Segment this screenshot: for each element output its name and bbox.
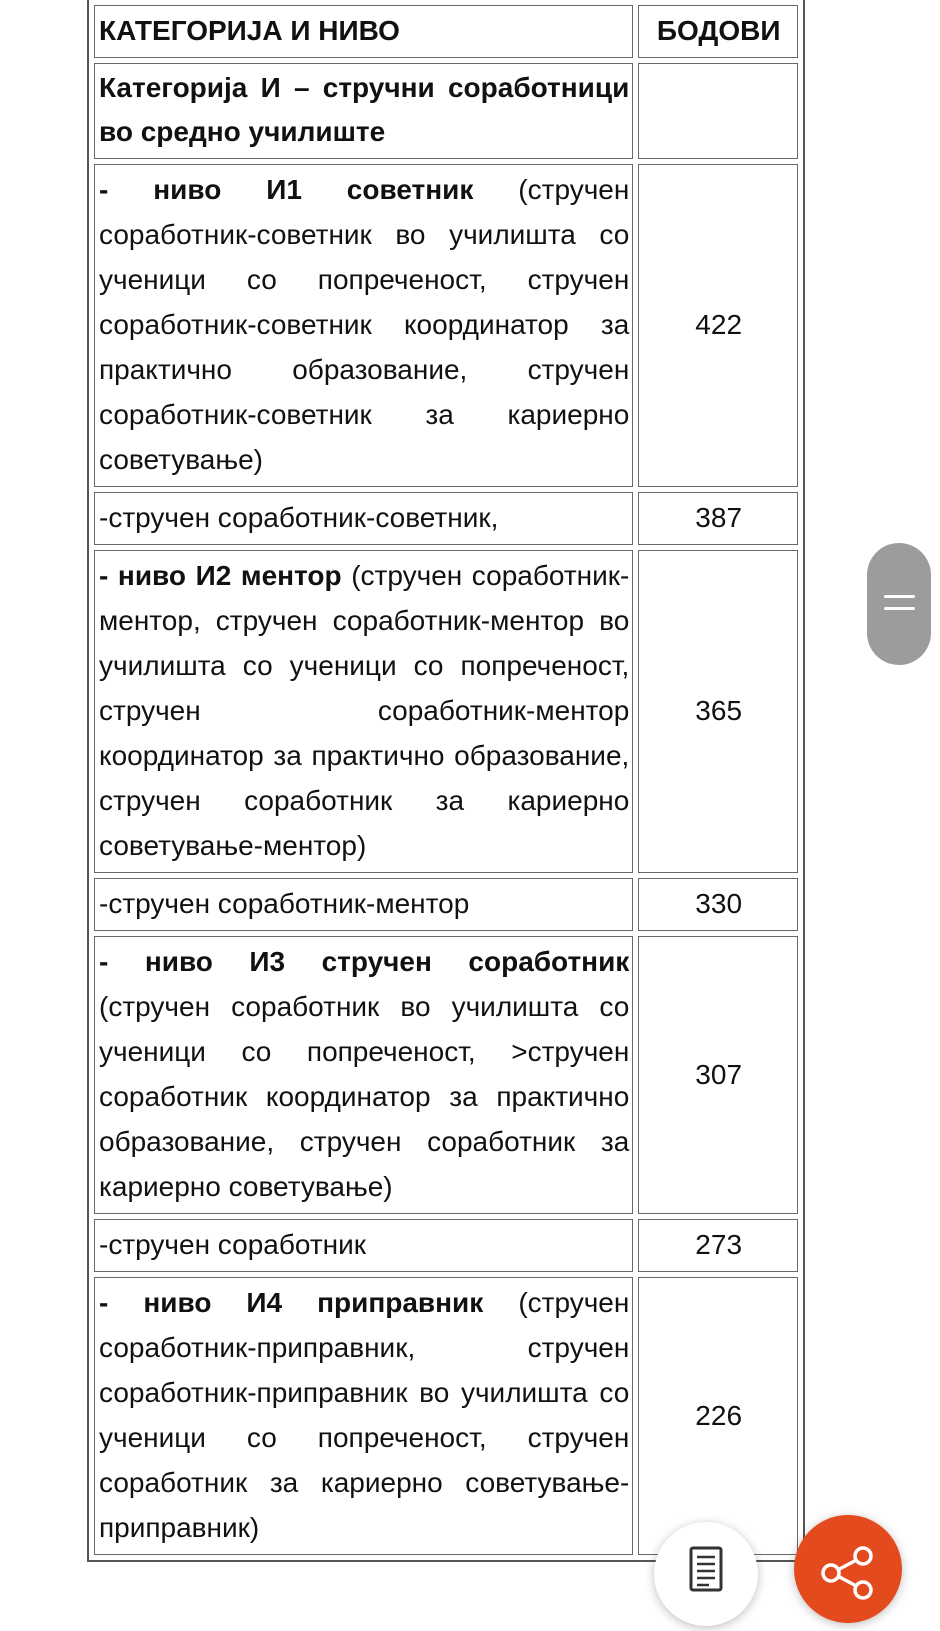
level-cell bbox=[94, 164, 633, 487]
level-cell bbox=[94, 550, 633, 873]
level-prefix: - bbox=[99, 1287, 109, 1318]
points-value: 226 bbox=[638, 1277, 798, 1555]
level-cell bbox=[94, 1277, 633, 1555]
points-table bbox=[87, 0, 805, 1562]
points-value: 273 bbox=[638, 1219, 798, 1272]
category-title: Категорија И – стручни соработници во средно училиште bbox=[94, 63, 633, 159]
points-value: 307 bbox=[638, 936, 798, 1214]
document-button[interactable] bbox=[654, 1522, 758, 1626]
table-row bbox=[94, 550, 798, 873]
level-description: (стручен соработник-приправник, стручен соработник-приправник во училишта со ученици со попреченост, стручен соработник за кариерно советување-приправник) bbox=[99, 1287, 630, 1543]
document-icon bbox=[654, 1522, 758, 1626]
role-cell: -стручен соработник-ментор bbox=[94, 878, 633, 931]
points-value: 365 bbox=[638, 550, 798, 873]
level-prefix: - bbox=[99, 560, 109, 591]
table-row bbox=[94, 878, 798, 931]
table-row bbox=[94, 164, 798, 487]
level-description: (стручен соработник-советник во училишта со ученици со попреченост, стручен соработник-советник координатор за практично образование, стручен соработник-советник за кариерно советување) bbox=[99, 174, 630, 475]
level-cell bbox=[94, 936, 633, 1214]
points-value: 387 bbox=[638, 492, 798, 545]
share-icon bbox=[794, 1515, 902, 1623]
level-prefix: - bbox=[99, 174, 109, 205]
table-row bbox=[94, 936, 798, 1214]
level-prefix: - bbox=[99, 946, 109, 977]
table-row bbox=[94, 492, 798, 545]
role-cell: -стручен соработник bbox=[94, 1219, 633, 1272]
table-header-row bbox=[94, 5, 798, 58]
level-name: ниво И3 стручен соработник bbox=[144, 946, 630, 977]
header-points: БОДОВИ bbox=[638, 5, 798, 58]
level-name: ниво И1 советник bbox=[153, 174, 474, 205]
level-description: (стручен соработник во училишта со ученици со попреченост, >стручен соработник координатор за практично образование, стручен соработник за кариерно советување) bbox=[99, 991, 630, 1202]
level-description: (стручен соработник-ментор, стручен соработник-ментор во училишта со ученици со попреченост, стручен соработник-ментор координатор за практично образование, стручен соработник за кариерно советување-ментор) bbox=[99, 560, 630, 861]
points-value: 330 bbox=[638, 878, 798, 931]
drag-handle[interactable] bbox=[867, 543, 931, 665]
role-cell: -стручен соработник-советник, bbox=[94, 492, 633, 545]
table-row bbox=[94, 1277, 798, 1555]
share-button[interactable] bbox=[794, 1515, 902, 1623]
level-name: ниво И4 приправник bbox=[143, 1287, 484, 1318]
header-category: КАТЕГОРИЈА И НИВО bbox=[94, 5, 633, 58]
level-name: ниво И2 ментор bbox=[117, 560, 342, 591]
points-value: 422 bbox=[638, 164, 798, 487]
category-title-points bbox=[638, 63, 798, 159]
category-title-row bbox=[94, 63, 798, 159]
table-row bbox=[94, 1219, 798, 1272]
